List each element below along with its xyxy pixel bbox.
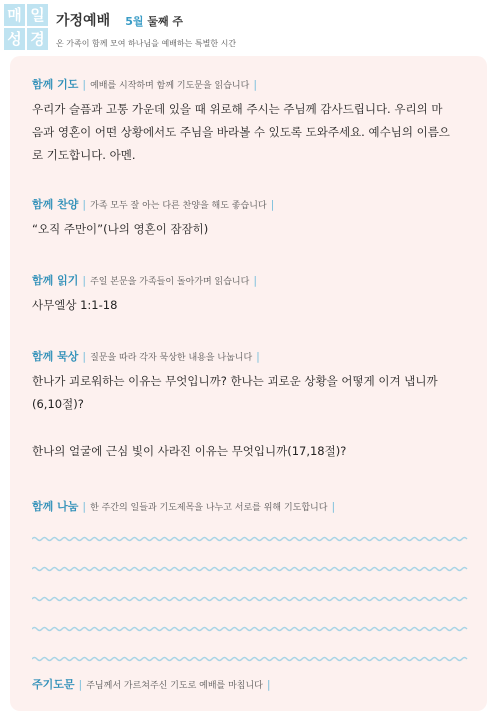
section-desc: 한 주간의 일들과 기도제목을 나누고 서로를 위해 기도합니다 <box>90 503 328 513</box>
section-desc: 질문을 따라 각자 묵상한 내용을 나눕니다 <box>90 353 253 363</box>
divider: | <box>270 198 275 211</box>
wavy-writing-line <box>32 596 468 602</box>
section-label: 함께 읽기 <box>32 274 79 287</box>
divider: | <box>253 274 258 287</box>
wavy-writing-line <box>32 626 468 632</box>
praise-text: “오직 주만이”(나의 영혼이 잠잠히) <box>32 222 209 236</box>
logo-char: 일 <box>27 4 48 26</box>
header <box>0 0 498 54</box>
daily-bible-logo <box>4 4 48 50</box>
logo-char: 매 <box>4 4 25 26</box>
section-heading-prayer <box>32 76 257 92</box>
worship-sheet <box>10 56 487 711</box>
section-label: 함께 찬양 <box>32 198 79 211</box>
section-label: 함께 나눔 <box>32 500 79 513</box>
wavy-writing-line <box>32 536 468 542</box>
section-heading-sharing <box>32 498 335 514</box>
text-line: 음과 영혼이 어떤 상황에서도 주님을 바라볼 수 있도록 도와주세요. 예수님의 이름으 <box>32 125 450 139</box>
section-heading-lords-prayer <box>32 676 271 692</box>
wavy-writing-line <box>32 656 468 662</box>
section-desc: 주일 본문을 가족들이 돌아가며 읽습니다 <box>90 277 250 287</box>
page-title: 가정예배 <box>56 13 111 29</box>
text-line: 한나가 괴로워하는 이유는 무엇입니까? 한나는 괴로운 상황을 어떻게 이겨 냅니까 <box>32 374 438 388</box>
month-label: 5월 <box>125 15 144 28</box>
section-heading-reading <box>32 272 257 288</box>
divider: | <box>82 274 87 287</box>
divider: | <box>82 198 87 211</box>
logo-char: 성 <box>4 28 25 50</box>
sharing-writing-lines <box>32 536 468 686</box>
divider: | <box>82 350 87 363</box>
text-line: 우리가 슬픔과 고통 가운데 있을 때 위로해 주시는 주님께 감사드립니다. 우리의 마 <box>32 102 443 116</box>
logo-char: 경 <box>27 28 48 50</box>
section-label: 주기도문 <box>32 678 75 691</box>
divider: | <box>82 500 87 513</box>
section-desc: 예배를 시작하며 함께 기도문을 읽습니다 <box>90 81 250 91</box>
title-row <box>56 10 183 30</box>
prayer-text <box>32 98 450 167</box>
week-text: 둘째 주 <box>147 15 184 28</box>
text-line: (6,10절)? <box>32 397 84 411</box>
divider: | <box>78 678 83 691</box>
section-desc: 주님께서 가르쳐주신 기도로 예배를 마칩니다 <box>86 681 263 691</box>
divider: | <box>266 678 271 691</box>
wavy-writing-line <box>32 566 468 572</box>
divider: | <box>82 78 87 91</box>
divider: | <box>331 500 336 513</box>
section-heading-meditation <box>32 348 260 364</box>
page-subtitle: 온 가족이 함께 모여 하나님을 예배하는 특별한 시간 <box>56 39 237 48</box>
section-label: 함께 묵상 <box>32 350 79 363</box>
week-label <box>125 15 183 28</box>
section-heading-praise <box>32 196 274 212</box>
section-desc: 가족 모두 잘 아는 다른 찬양을 해도 좋습니다 <box>90 201 267 211</box>
text-line: 로 기도합니다. 아멘. <box>32 148 136 162</box>
divider: | <box>253 78 258 91</box>
meditation-question-1 <box>32 370 438 416</box>
reading-text: 사무엘상 1:1-18 <box>32 298 118 312</box>
meditation-question-2: 한나의 얼굴에 근심 빛이 사라진 이유는 무엇입니까(17,18절)? <box>32 444 347 458</box>
section-label: 함께 기도 <box>32 78 79 91</box>
divider: | <box>256 350 260 363</box>
